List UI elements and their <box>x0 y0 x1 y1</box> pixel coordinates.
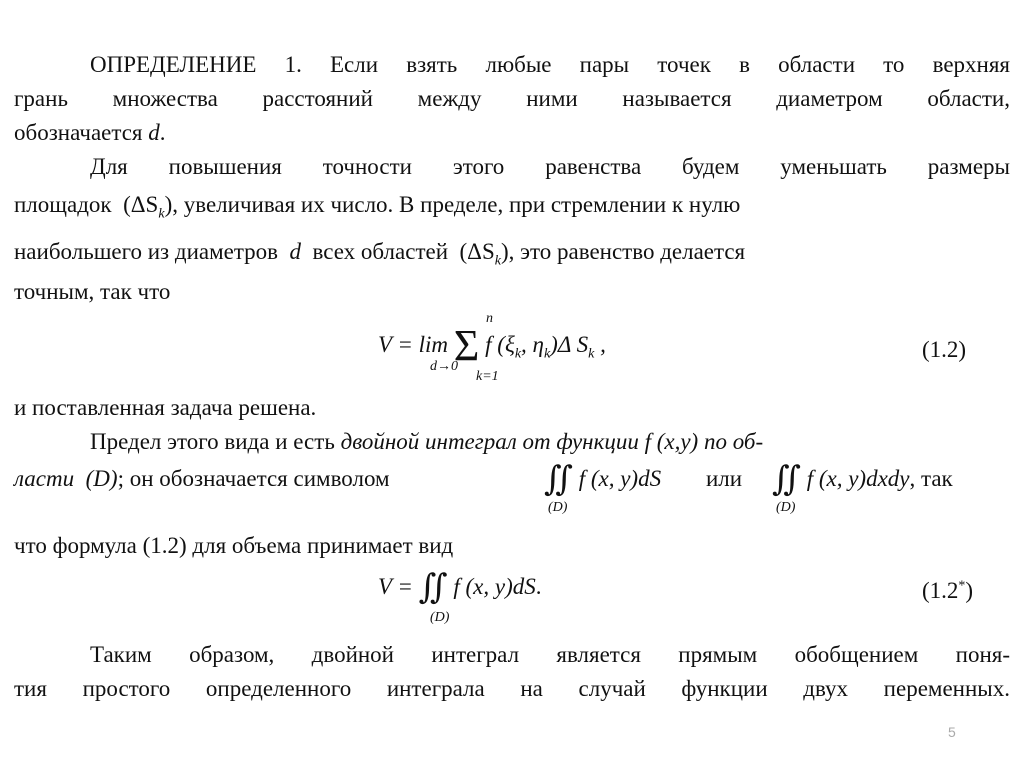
para4-line-2 <box>14 464 554 494</box>
para4-text-1a: Предел этого вида и есть <box>90 429 335 454</box>
period: . <box>159 120 166 145</box>
integral-subscript-1: (D) <box>548 500 568 515</box>
para5-line-2 <box>14 674 1010 704</box>
eq2-lhs: V = <box>378 574 413 599</box>
page-number: 5 <box>948 724 956 740</box>
lim-subscript: d→0 <box>430 359 458 374</box>
diameter-symbol-2: d <box>289 239 302 264</box>
delta-s-term-2: $(\Delta S_k)$ <box>459 239 509 269</box>
integral-dxdy <box>772 461 953 498</box>
para4-tail: , так <box>909 466 953 491</box>
definition-line-2 <box>14 84 1010 114</box>
delta-s-term: $(\Delta S_k)$ <box>123 192 173 222</box>
para2-text-2b: , увеличивая их число. В пределе, при стремлении к нулю <box>172 192 741 217</box>
sum-symbol: Σ <box>453 321 480 370</box>
definition-text-2: грань множества расстояний между ними называется диаметром области, <box>14 86 1010 111</box>
para4-text-2a: ; он обозначается символом <box>117 466 390 491</box>
para3-text-1: и поставленная задача решена. <box>14 395 317 420</box>
para2-text-2a: площадок <box>14 192 112 217</box>
para4-italic-tail: по об- <box>703 429 764 454</box>
para2-line-3 <box>14 237 1010 267</box>
para2-text-4: точным, так что <box>14 279 171 304</box>
eq1-body-3: )Δ S <box>550 332 589 357</box>
para5-text-1: Таким образом, двойной интеграл является прямым обобщением поня- <box>90 642 1010 667</box>
para4-text-3: что формула (1.2) для объема принимает вид <box>14 533 454 558</box>
eq1-tail: , <box>594 332 606 357</box>
or-word: или <box>706 466 743 491</box>
eq1-body-2: , η <box>521 332 544 357</box>
para2-text-1: Для повышения точности этого равенства будем уменьшать размеры <box>90 154 1010 179</box>
equation-1-2: V = lim Σ f ($\xi_k$, $\eta_k)\Delta$ $S_k$ , <box>378 321 606 370</box>
integral-dxdy-body: f (x, y)dxdy <box>806 466 910 491</box>
sum-upper-limit: n <box>486 311 493 326</box>
double-integral-symbol-3: ∬ <box>418 569 448 606</box>
definition-text-3: обозначается <box>14 120 143 145</box>
equation-number-1-2: (1.2) <box>922 337 967 362</box>
para2-text-3a: наибольшего из диаметров <box>14 239 279 264</box>
double-integral-symbol-1: ∬ <box>544 461 573 498</box>
para2-text-3c: , это равенство делается <box>508 239 746 264</box>
double-integral-symbol-2: ∬ <box>772 461 801 498</box>
para2-text-3b: всех областей <box>312 239 449 264</box>
sum-lower-limit: k=1 <box>476 369 499 384</box>
para4-line-1 <box>90 427 1010 457</box>
para5-line-1 <box>90 640 1010 670</box>
para3-line-1 <box>14 393 1010 423</box>
function-fxy: f (x,y) <box>644 429 699 454</box>
definition-line-3 <box>14 118 1010 148</box>
para5-text-2: тия простого определенного интеграла на случай функции двух переменных. <box>14 676 1010 701</box>
definition-text-1: ОПРЕДЕЛЕНИЕ 1. Если взять любые пары точек в области то верхняя <box>90 52 1010 77</box>
eq2-dot: . <box>535 574 542 599</box>
region-word: ласти <box>14 466 75 491</box>
eq2-body: f (x, y)dS <box>453 574 536 599</box>
equation-number-1-2-star: (1.2*) <box>922 578 974 603</box>
integral-dS <box>544 461 662 498</box>
eq1-lhs: V = lim <box>378 332 449 357</box>
equation-1-2-star <box>378 569 542 606</box>
region-D: (D) <box>85 466 118 491</box>
definition-line-1 <box>90 50 1010 80</box>
eq1-body-1: f (ξ <box>485 332 515 357</box>
integral-subscript-3: (D) <box>430 610 450 625</box>
para2-line-4 <box>14 277 1010 307</box>
integral-subscript-2: (D) <box>776 500 796 515</box>
double-integral-phrase: двойной интеграл от функции <box>340 429 639 454</box>
integral-dS-body: f (x, y)dS <box>578 466 662 491</box>
para4-line-3 <box>14 531 1010 561</box>
diameter-symbol: d <box>148 120 160 145</box>
para2-line-2 <box>14 190 1010 220</box>
para2-line-1 <box>90 152 1010 182</box>
